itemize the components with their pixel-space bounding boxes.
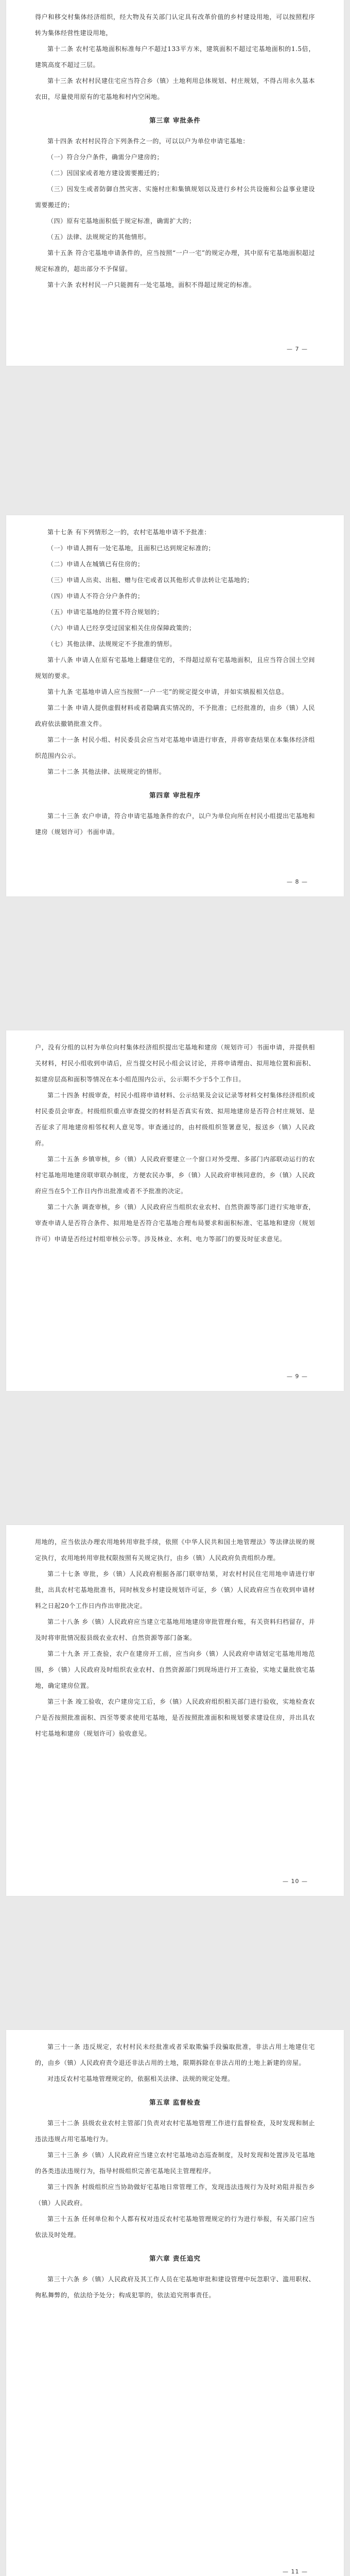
page-number: — 9 —: [287, 1373, 308, 1380]
paragraph: （五）申请宅基地的位置不符合规划的；: [47, 608, 164, 616]
paragraph: 第十五条 符合宅基地申请条件的，应当按照“一户一宅”的规定办理，其中原有宅基地面积超过规定标准的，超出部分不予保留。: [35, 249, 315, 273]
document-page: [6, 515, 344, 896]
paragraph: 用地的，应当依法办理农用地转用审批手续，依照《中华人民共和国土地管理法》等法律法规的规定执行，农用地转用审批权限按照有关规定执行，由乡（镇）人民政府负责组织办理。: [35, 1538, 315, 1562]
paragraph: 第二十条 申请人提供虚假材料或者隐瞒真实情况的，不予批准；已经批准的，由乡（镇）人民政府依法撤销批准文件。: [35, 704, 315, 727]
paragraph: 第二十八条 乡（镇）人民政府应当建立宅基地用地建房审批管理台账，有关资料归档留存，并及时将审批情况报县级农业农村、自然资源等部门备案。: [35, 1618, 315, 1641]
paragraph: 户，没有分组的以村为单位向村集体经济组织提出宅基地和建房（规划许可）书面申请，并提供相关材料，村民小组收到申请后，应当提交村民小组会议讨论，并将申请理由、拟用地位置和面积、拟建房层高和面积等情况在本小组范围内公示，公示期不少于5个工作日。: [35, 1044, 315, 1083]
paragraph: 第三十条 竣工验收，农户建房完工后，乡（镇）人民政府组织相关部门进行验收，实地检查农户是否按照批准面积、四至等要求使用宅基地，是否按照批准面积和规划要求建设住房，并出具农村宅基地和建房（规划许可）验收意见。: [35, 1698, 315, 1737]
paragraph: 第十三条 农村村民建住宅应当符合乡（镇）土地利用总体规划、村庄规划，不得占用永久基本农田，尽量使用原有的宅基地和村内空闲地。: [35, 77, 315, 100]
paragraph: （五）法律、法规规定的其他情形。: [47, 233, 151, 241]
page-number: — 7 —: [287, 346, 308, 352]
paragraph: 第二十四条 村级审查，村民小组将申请材料、公示结果及会议记录等材料交村集体经济组织或村民委员会审查。村级组织重点审查提交的材料是否真实有效、拟用地建房是否符合村庄规划、是否征求了用地建房相邻权利人意见等。审查通过的，由村级组织签署意见，报送乡（镇）人民政府。: [35, 1092, 315, 1147]
paragraph: （六）申请人已经享受过国家相关住房保障政策的；: [47, 624, 196, 632]
paragraph: 第十七条 有下列情形之一的，农村宅基地申请不予批准：: [47, 529, 211, 536]
paragraph: 第二十二条 其他法律、法规规定的情形。: [47, 768, 166, 775]
paragraph: 第十八条 申请人在原有宅基地上翻建住宅的，不得超过原有宅基地面积，且应当符合国土空间规划的要求。: [35, 656, 315, 680]
paragraph: 第十九条 宅基地申请人应当按照“一户一宅”的规定提交申请，并如实填报相关信息。: [47, 688, 288, 696]
chapter-heading: 第六章 责任追究: [149, 2255, 201, 2262]
page-number: — 11 —: [283, 2568, 308, 2575]
paragraph: 第二十五条 乡镇审核，乡（镇）人民政府要建立一个窗口对外受理、多部门内部联动运行的农村宅基地用地建房联审联办制度，方便农民办事，乡（镇）人民政府审核同意的，乡（镇）人民政府应当在5个工作日内作出批准或者不予批准的决定。: [35, 1156, 315, 1195]
paragraph: （二）因国家或者地方建设需要搬迁的；: [47, 170, 164, 177]
paragraph: 第二十九条 开工查验，农户在建房开工前，应当向乡（镇）人民政府申请划定宅基地用地范围，乡（镇）人民政府及时组织农业农村、自然资源部门到现场进行开工查验，实地丈量批放宅基地，确定建房位置。: [35, 1650, 315, 1689]
document-page: [6, 1525, 344, 1896]
document-page: [6, 0, 344, 366]
paragraph: （四）申请人不符合分户条件的；: [47, 592, 144, 600]
document-page: [6, 2030, 344, 2576]
page-number: — 8 —: [287, 878, 308, 885]
document-page: [6, 1030, 344, 1391]
paragraph: 第二十三条 农户申请，符合申请宅基地条件的农户，以户为单位向所在村民小组提出宅基地和建房（规划许可）书面申请。: [35, 812, 315, 836]
paragraph: （三）因发生或者防御自然灾害、实施村庄和集镇规划以及进行乡村公共设施和公益事业建设需要搬迁的；: [35, 185, 315, 209]
paragraph: 第二十六条 调查审核，乡（镇）人民政府应当组织农业农村、自然资源等部门进行实地审查，审查申请人是否符合条件、拟用地是否符合宅基地合理布局要求和面积标准、宅基地和建房（规划许可）申请是否经过村组审核公示等。涉及林业、水利、电力等部门的要及时征求意见。: [35, 1204, 315, 1243]
paragraph: （四）原有宅基地面积低于规定标准，确需扩大的；: [47, 217, 196, 225]
paragraph: （二）申请人在城镇已有住房的；: [47, 561, 144, 568]
chapter-heading: 第五章 监督检查: [149, 2098, 201, 2106]
paragraph: 第三十二条 县级农业农村主管部门负责对农村宅基地管理工作进行监督检查，及时发现和制止违法违规占用宅基地行为。: [35, 2120, 315, 2143]
paragraph: （一）符合分户条件，确需分户建房的；: [47, 154, 164, 161]
paragraph: 第三十四条 村级组织应当协助做好宅基地日常管理工作，发现违法违规行为及时劝阻并报告乡（镇）人民政府。: [35, 2183, 315, 2207]
paragraph: 对违反农村宅基地管理规定的，依据相关法律、法规的规定处理。: [47, 2075, 234, 2082]
paragraph: 第十六条 农村村民一户只能拥有一处宅基地，面积不得超过规定的标准。: [47, 281, 256, 289]
chapter-heading: 第三章 审批条件: [149, 116, 201, 124]
paragraph: 第二十一条 村民小组、村民委员会应当对宅基地申请进行审查，并将审查结果在本集体经济组织范围内公示。: [35, 736, 315, 759]
page-number: — 10 —: [283, 1878, 308, 1885]
paragraph: 得户和移交村集体经济组织，经大物及有关部门认定具有改革价值的乡村建设用地，可以按照程序转为集体经营性建设用地，: [35, 13, 315, 37]
paragraph: 第三十六条 乡（镇）人民政府及其工作人员在宅基地审批和建设管理中玩忽职守、滥用职权、徇私舞弊的，依法给予处分；构成犯罪的，依法追究刑事责任。: [35, 2276, 315, 2299]
paragraph: （七）其他法律、法规规定不予批准的情形。: [47, 640, 177, 648]
paragraph: 第三十五条 任何单位和个人都有权对违反农村宅基地管理规定的行为进行举报，有关部门应当依法及时处理。: [35, 2215, 315, 2239]
chapter-heading: 第四章 审批程序: [149, 791, 201, 799]
paragraph: 第三十一条 违反规定，农村村民未经批准或者采取欺骗手段骗取批准，非法占用土地建住宅的，由乡（镇）人民政府责令退还非法占用的土地，限期拆除在非法占用的土地上新建的房屋。: [35, 2043, 315, 2066]
paragraph: 第十四条 农村村民符合下列条件之一的，可以以户为单位申请宅基地：: [47, 138, 249, 145]
paragraph: 第三十三条 乡（镇）人民政府应当建立农村宅基地动态巡查制度，及时发现和处置涉及宅基地的各类违法违规行为，指导村级组织完善宅基地民主管理程序。: [35, 2151, 315, 2175]
paragraph: （三）申请人出卖、出租、赠与住宅或者以其他形式非法转让宅基地的；: [47, 577, 254, 584]
paragraph: （一）申请人拥有一处宅基地，且面积已达到规定标准的；: [47, 545, 215, 552]
paragraph: 第十二条 农村宅基地面积标准每户不超过133平方米，建筑面积不超过宅基地面积的1.5倍，建筑高度不超过三层。: [35, 45, 315, 69]
paragraph: 第二十七条 审批，乡（镇）人民政府根据各部门联审结果，对农村村民住宅用地申请进行审批，出具农村宅基地批准书，同时核发乡村建设规划许可证，乡（镇）人民政府应当在收到申请材料之日起20个工作日内作出审批决定。: [35, 1570, 315, 1609]
